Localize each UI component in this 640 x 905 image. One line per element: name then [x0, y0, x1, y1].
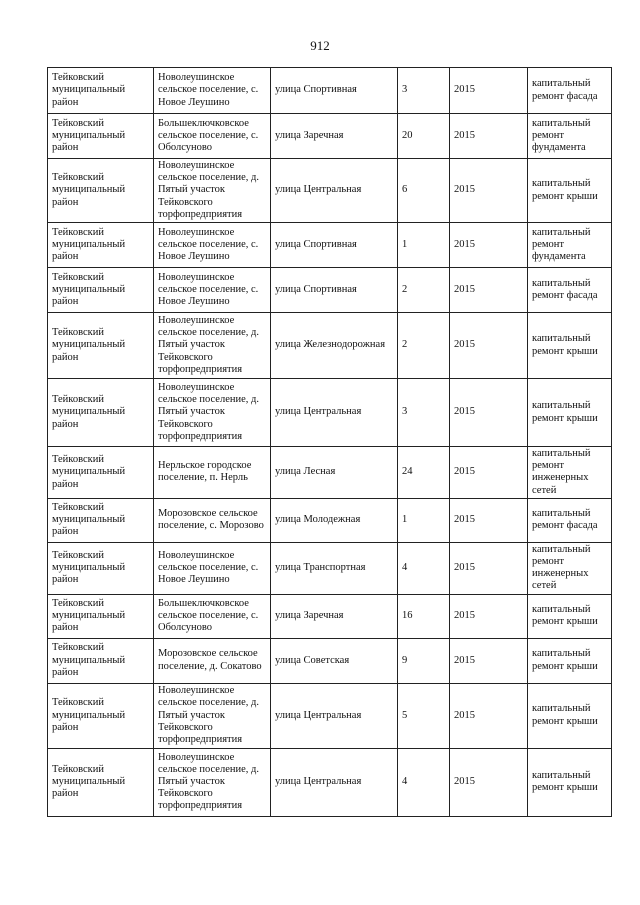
cell-house: 24	[398, 447, 450, 499]
cell-year: 2015	[450, 683, 528, 748]
table-row	[48, 748, 612, 816]
cell-house: 2	[398, 268, 450, 313]
cell-year: 2015	[450, 379, 528, 447]
cell-year: 2015	[450, 498, 528, 542]
cell-house: 3	[398, 379, 450, 447]
cell-settlement: Большеключковское сельское поселение, с. Оболсуново	[154, 594, 271, 638]
cell-settlement: Новолеушинское сельское поселение, д. Пятый участок Тейковского торфопредприятия	[154, 379, 271, 447]
cell-district: Тейковский муниципальный район	[48, 447, 154, 499]
table-row	[48, 313, 612, 379]
cell-settlement: Новолеушинское сельское поселение, с. Новое Леушино	[154, 68, 271, 114]
cell-year: 2015	[450, 638, 528, 683]
table-row	[48, 638, 612, 683]
table-row	[48, 498, 612, 542]
cell-settlement: Новолеушинское сельское поселение, с. Новое Леушино	[154, 268, 271, 313]
cell-settlement: Нерльское городское поселение, п. Нерль	[154, 447, 271, 499]
cell-work: капитальный ремонт инженерных сетей	[528, 542, 612, 594]
cell-district: Тейковский муниципальный район	[48, 638, 154, 683]
cell-street: улица Молодежная	[271, 498, 398, 542]
cell-district: Тейковский муниципальный район	[48, 379, 154, 447]
cell-street: улица Центральная	[271, 159, 398, 223]
cell-street: улица Центральная	[271, 748, 398, 816]
cell-year: 2015	[450, 114, 528, 159]
cell-work: капитальный ремонт крыши	[528, 379, 612, 447]
cell-street: улица Транспортная	[271, 542, 398, 594]
cell-street: улица Железнодорожная	[271, 313, 398, 379]
cell-house: 20	[398, 114, 450, 159]
cell-year: 2015	[450, 159, 528, 223]
cell-work: капитальный ремонт крыши	[528, 683, 612, 748]
cell-district: Тейковский муниципальный район	[48, 748, 154, 816]
cell-district: Тейковский муниципальный район	[48, 542, 154, 594]
cell-settlement: Новолеушинское сельское поселение, с. Новое Леушино	[154, 542, 271, 594]
cell-house: 2	[398, 313, 450, 379]
table-row	[48, 159, 612, 223]
cell-district: Тейковский муниципальный район	[48, 498, 154, 542]
cell-district: Тейковский муниципальный район	[48, 313, 154, 379]
cell-street: улица Советская	[271, 638, 398, 683]
cell-district: Тейковский муниципальный район	[48, 223, 154, 268]
cell-street: улица Спортивная	[271, 268, 398, 313]
cell-district: Тейковский муниципальный район	[48, 114, 154, 159]
cell-house: 1	[398, 498, 450, 542]
table-row	[48, 447, 612, 499]
cell-year: 2015	[450, 68, 528, 114]
cell-house: 4	[398, 542, 450, 594]
cell-work: капитальный ремонт крыши	[528, 748, 612, 816]
table-row	[48, 594, 612, 638]
table-row	[48, 268, 612, 313]
cell-settlement: Новолеушинское сельское поселение, д. Пятый участок Тейковского торфопредприятия	[154, 683, 271, 748]
cell-street: улица Лесная	[271, 447, 398, 499]
cell-settlement: Новолеушинское сельское поселение, д. Пятый участок Тейковского торфопредприятия	[154, 313, 271, 379]
table-row	[48, 683, 612, 748]
cell-work: капитальный ремонт фасада	[528, 498, 612, 542]
cell-settlement: Большеключковское сельское поселение, с. Оболсуново	[154, 114, 271, 159]
housing-repair-table	[47, 67, 612, 817]
cell-settlement: Новолеушинское сельское поселение, с. Новое Леушино	[154, 223, 271, 268]
cell-house: 5	[398, 683, 450, 748]
cell-work: капитальный ремонт крыши	[528, 638, 612, 683]
cell-settlement: Морозовское сельское поселение, д. Сокатово	[154, 638, 271, 683]
cell-district: Тейковский муниципальный район	[48, 594, 154, 638]
table-row	[48, 379, 612, 447]
cell-street: улица Спортивная	[271, 68, 398, 114]
cell-district: Тейковский муниципальный район	[48, 68, 154, 114]
cell-house: 9	[398, 638, 450, 683]
cell-work: капитальный ремонт инженерных сетей	[528, 447, 612, 499]
cell-year: 2015	[450, 268, 528, 313]
cell-year: 2015	[450, 313, 528, 379]
table-row	[48, 114, 612, 159]
cell-district: Тейковский муниципальный район	[48, 268, 154, 313]
cell-house: 4	[398, 748, 450, 816]
cell-house: 1	[398, 223, 450, 268]
cell-work: капитальный ремонт фасада	[528, 268, 612, 313]
page-number: 912	[310, 38, 330, 53]
cell-year: 2015	[450, 542, 528, 594]
table-row	[48, 223, 612, 268]
cell-street: улица Центральная	[271, 379, 398, 447]
cell-street: улица Спортивная	[271, 223, 398, 268]
cell-year: 2015	[450, 223, 528, 268]
cell-district: Тейковский муниципальный район	[48, 683, 154, 748]
cell-settlement: Новолеушинское сельское поселение, д. Пятый участок Тейковского торфопредприятия	[154, 159, 271, 223]
cell-street: улица Центральная	[271, 683, 398, 748]
cell-year: 2015	[450, 748, 528, 816]
cell-work: капитальный ремонт фундамента	[528, 223, 612, 268]
cell-street: улица Заречная	[271, 114, 398, 159]
cell-street: улица Заречная	[271, 594, 398, 638]
cell-work: капитальный ремонт фундамента	[528, 114, 612, 159]
cell-house: 16	[398, 594, 450, 638]
cell-house: 3	[398, 68, 450, 114]
table-row	[48, 68, 612, 114]
cell-year: 2015	[450, 447, 528, 499]
cell-house: 6	[398, 159, 450, 223]
cell-work: капитальный ремонт фасада	[528, 68, 612, 114]
cell-work: капитальный ремонт крыши	[528, 594, 612, 638]
cell-settlement: Морозовское сельское поселение, с. Морозово	[154, 498, 271, 542]
cell-year: 2015	[450, 594, 528, 638]
cell-work: капитальный ремонт крыши	[528, 313, 612, 379]
cell-work: капитальный ремонт крыши	[528, 159, 612, 223]
cell-settlement: Новолеушинское сельское поселение, д. Пятый участок Тейковского торфопредприятия	[154, 748, 271, 816]
cell-district: Тейковский муниципальный район	[48, 159, 154, 223]
table-row	[48, 542, 612, 594]
